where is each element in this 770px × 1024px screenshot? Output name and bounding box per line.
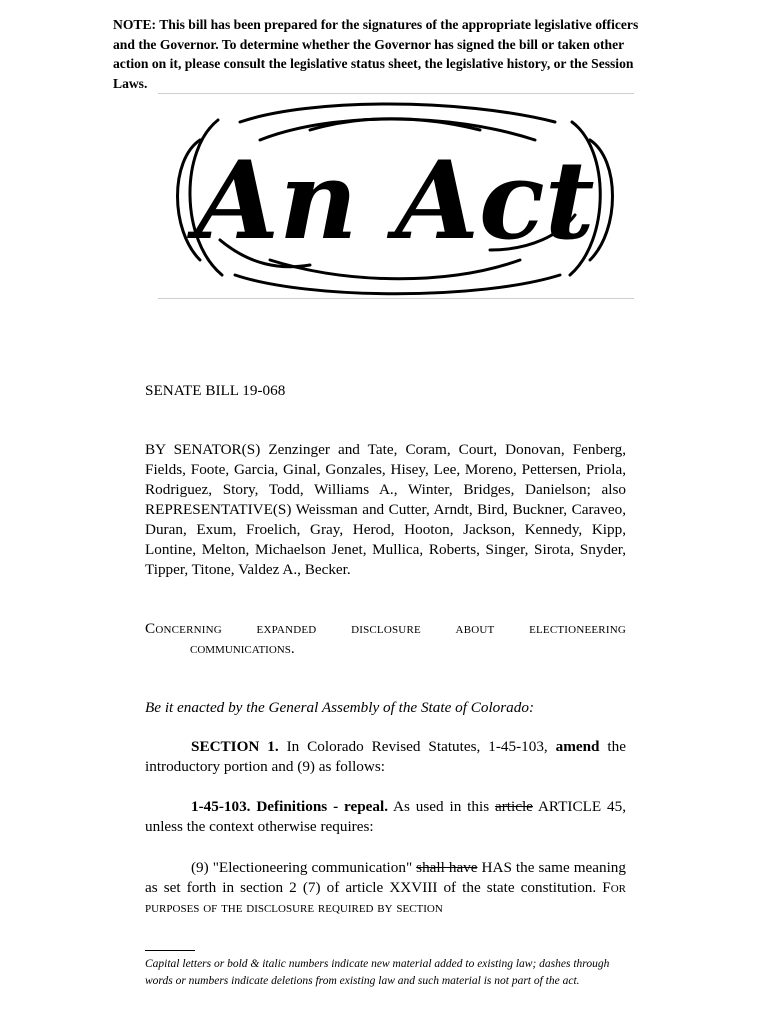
definitions-label: 1-45-103. Definitions - repeal. bbox=[191, 798, 389, 815]
bill-title-line2: communications. bbox=[190, 640, 295, 657]
sponsors-list: BY SENATOR(S) Zenzinger and Tate, Coram, Court, Donovan, Fenberg, Fields, Foote, Garcia, Ginal, Gonzales, Hisey, Lee, Moreno, Pettersen, Priola, Rodriguez, Story, Todd, Williams A., Winter, Bridges, Danielson; also REPRESENTATIVE(S) Weissman and Cutter, Arndt, Bird, Buckner, Caraveo, Duran, Exum, Froelich, Gray, Herod, Hooton, Jackson, Kennedy, Kipp, Lontine, Melton, Michaelson Jenet, Mullica, Roberts, Singer, Sirota, Snyder, Tipper, Titone, Valdez A., Becker. bbox=[145, 441, 626, 578]
top-divider bbox=[158, 93, 634, 94]
section-1-amend: amend bbox=[555, 738, 600, 755]
definitions-text-a: As used in this bbox=[388, 798, 495, 815]
footnote: Capital letters or bold & italic numbers indicate new material added to existing law; dashes through words or numbers indicate deletions from existing law and such material is not part of the act. bbox=[145, 958, 610, 987]
subsection-9-deleted-text: shall have bbox=[416, 859, 478, 876]
subsection-9-text-b: the same meaning as set forth in section 2 (7) of article XXVIII of the state constitution. bbox=[145, 859, 626, 896]
bill-title bbox=[145, 619, 626, 659]
bottom-divider bbox=[158, 298, 634, 299]
an-act-emblem-text: An Act bbox=[195, 138, 595, 264]
an-act-blackletter-seal-icon bbox=[160, 100, 630, 296]
section-1-text-a: In Colorado Revised Statutes, 1-45-103, bbox=[278, 738, 556, 755]
definitions-text-b: 45, unless the context otherwise requires: bbox=[145, 798, 627, 835]
signature-note: NOTE: This bill has been prepared for the signatures of the appropriate legislative officers and the Governor. To determine whether the Governor has signed the bill or taken other action on it, please consult the legislative status sheet, the legislative history, or the Session Laws. bbox=[113, 17, 639, 91]
enacting-clause: Be it enacted by the General Assembly of the State of Colorado: bbox=[145, 699, 535, 716]
definitions-added-text: ARTICLE bbox=[532, 798, 602, 815]
subsection-9-added-text-2: For purposes of the disclosure required by section bbox=[145, 879, 626, 916]
definitions-section bbox=[145, 797, 626, 837]
bill-title-line1: Concerning expanded disclosure about electioneering bbox=[145, 620, 626, 637]
subsection-9-text-a: (9) "Electioneering communication" bbox=[191, 859, 417, 876]
footnote-divider bbox=[145, 950, 195, 951]
subsection-9 bbox=[145, 858, 626, 918]
definitions-deleted-text: article bbox=[494, 798, 533, 815]
section-1-label: SECTION 1. bbox=[191, 738, 279, 755]
section-1-text-b: the introductory portion and (9) as follows: bbox=[145, 738, 626, 775]
bill-number: SENATE BILL 19-068 bbox=[145, 382, 286, 399]
subsection-9-added-text: HAS bbox=[477, 859, 512, 876]
section-1 bbox=[145, 737, 626, 777]
